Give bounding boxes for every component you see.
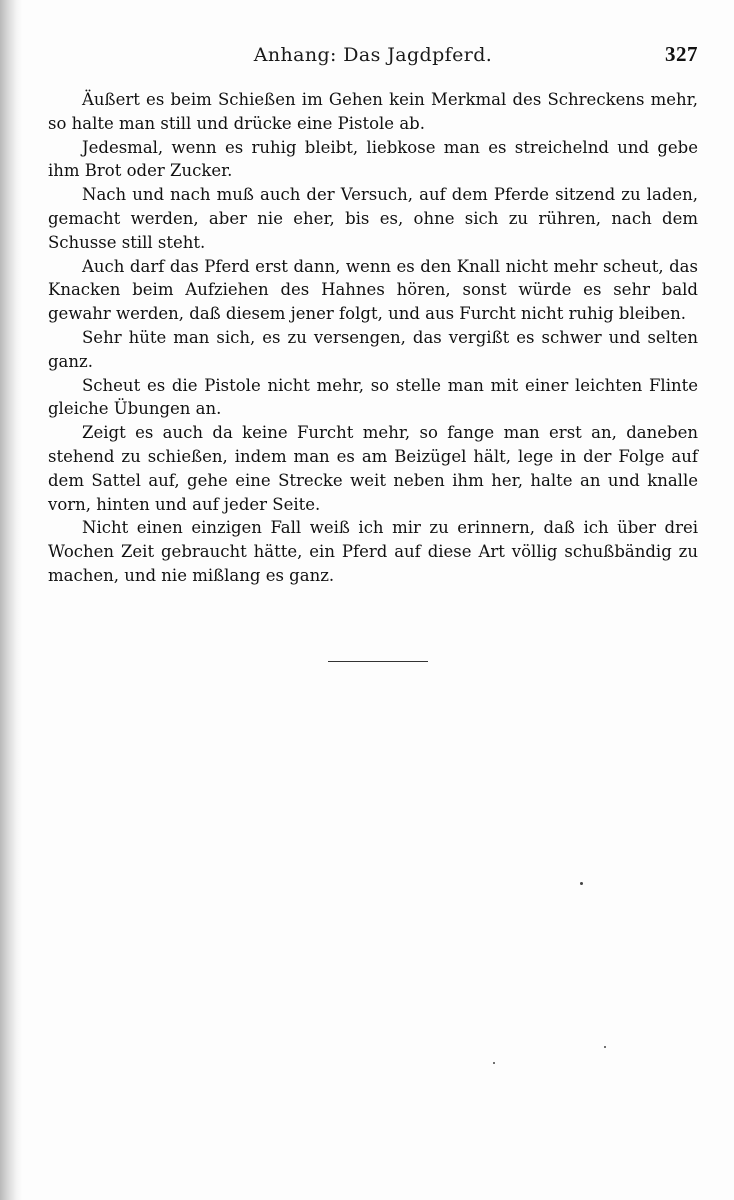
paragraph-7: Zeigt es auch da keine Furcht mehr, so fange man erst an, daneben stehend zu schießen, indem man es am Beizügel hält, lege in der Folge auf dem Sattel auf, gehe eine Strecke weit neben ihm her, halte an und knalle vorn, hinten und auf jeder Seite. [48, 423, 698, 514]
print-speck [580, 882, 583, 885]
page-number: 327 [665, 42, 698, 66]
running-head: Anhang: Das Jagdpferd. [253, 44, 493, 66]
paragraph-6: Scheut es die Pistole nicht mehr, so stelle man mit einer leichten Flinte gleiche Übungen an. [48, 375, 698, 419]
print-speck [604, 1046, 606, 1048]
paragraph-2: Jedesmal, wenn es ruhig bleibt, liebkose man es streichelnd und gebe ihm Brot oder Zucker. [48, 137, 698, 181]
paragraph-4: Auch darf das Pferd erst dann, wenn es den Knall nicht mehr scheut, das Knacken beim Aufziehen des Hahnes hören, sonst würde es sehr bald gewahr werden, daß diesem jener folgt, und aus Furcht nicht ruhig bleiben. [48, 256, 698, 324]
print-speck [493, 1062, 495, 1064]
section-end-rule [328, 661, 428, 662]
page-header [48, 44, 698, 72]
paragraph-8: Nicht einen einzigen Fall weiß ich mir zu erinnern, daß ich über drei Wochen Zeit gebraucht hätte, ein Pferd auf diese Art völlig schußbändig zu machen, und nie mißlang es ganz. [48, 518, 698, 585]
paragraph-5: Sehr hüte man sich, es zu versengen, das vergißt es schwer und selten ganz. [48, 327, 698, 371]
page-gutter-shadow [0, 0, 22, 1200]
body-text [48, 88, 698, 588]
paragraph-3: Nach und nach muß auch der Versuch, auf dem Pferde sitzend zu laden, gemacht werden, aber nie eher, bis es, ohne sich zu rühren, nach dem Schusse still steht. [48, 185, 698, 252]
paragraph-1: Äußert es beim Schießen im Gehen kein Merkmal des Schreckens mehr, so halte man still und drücke eine Pistole ab. [48, 90, 698, 133]
